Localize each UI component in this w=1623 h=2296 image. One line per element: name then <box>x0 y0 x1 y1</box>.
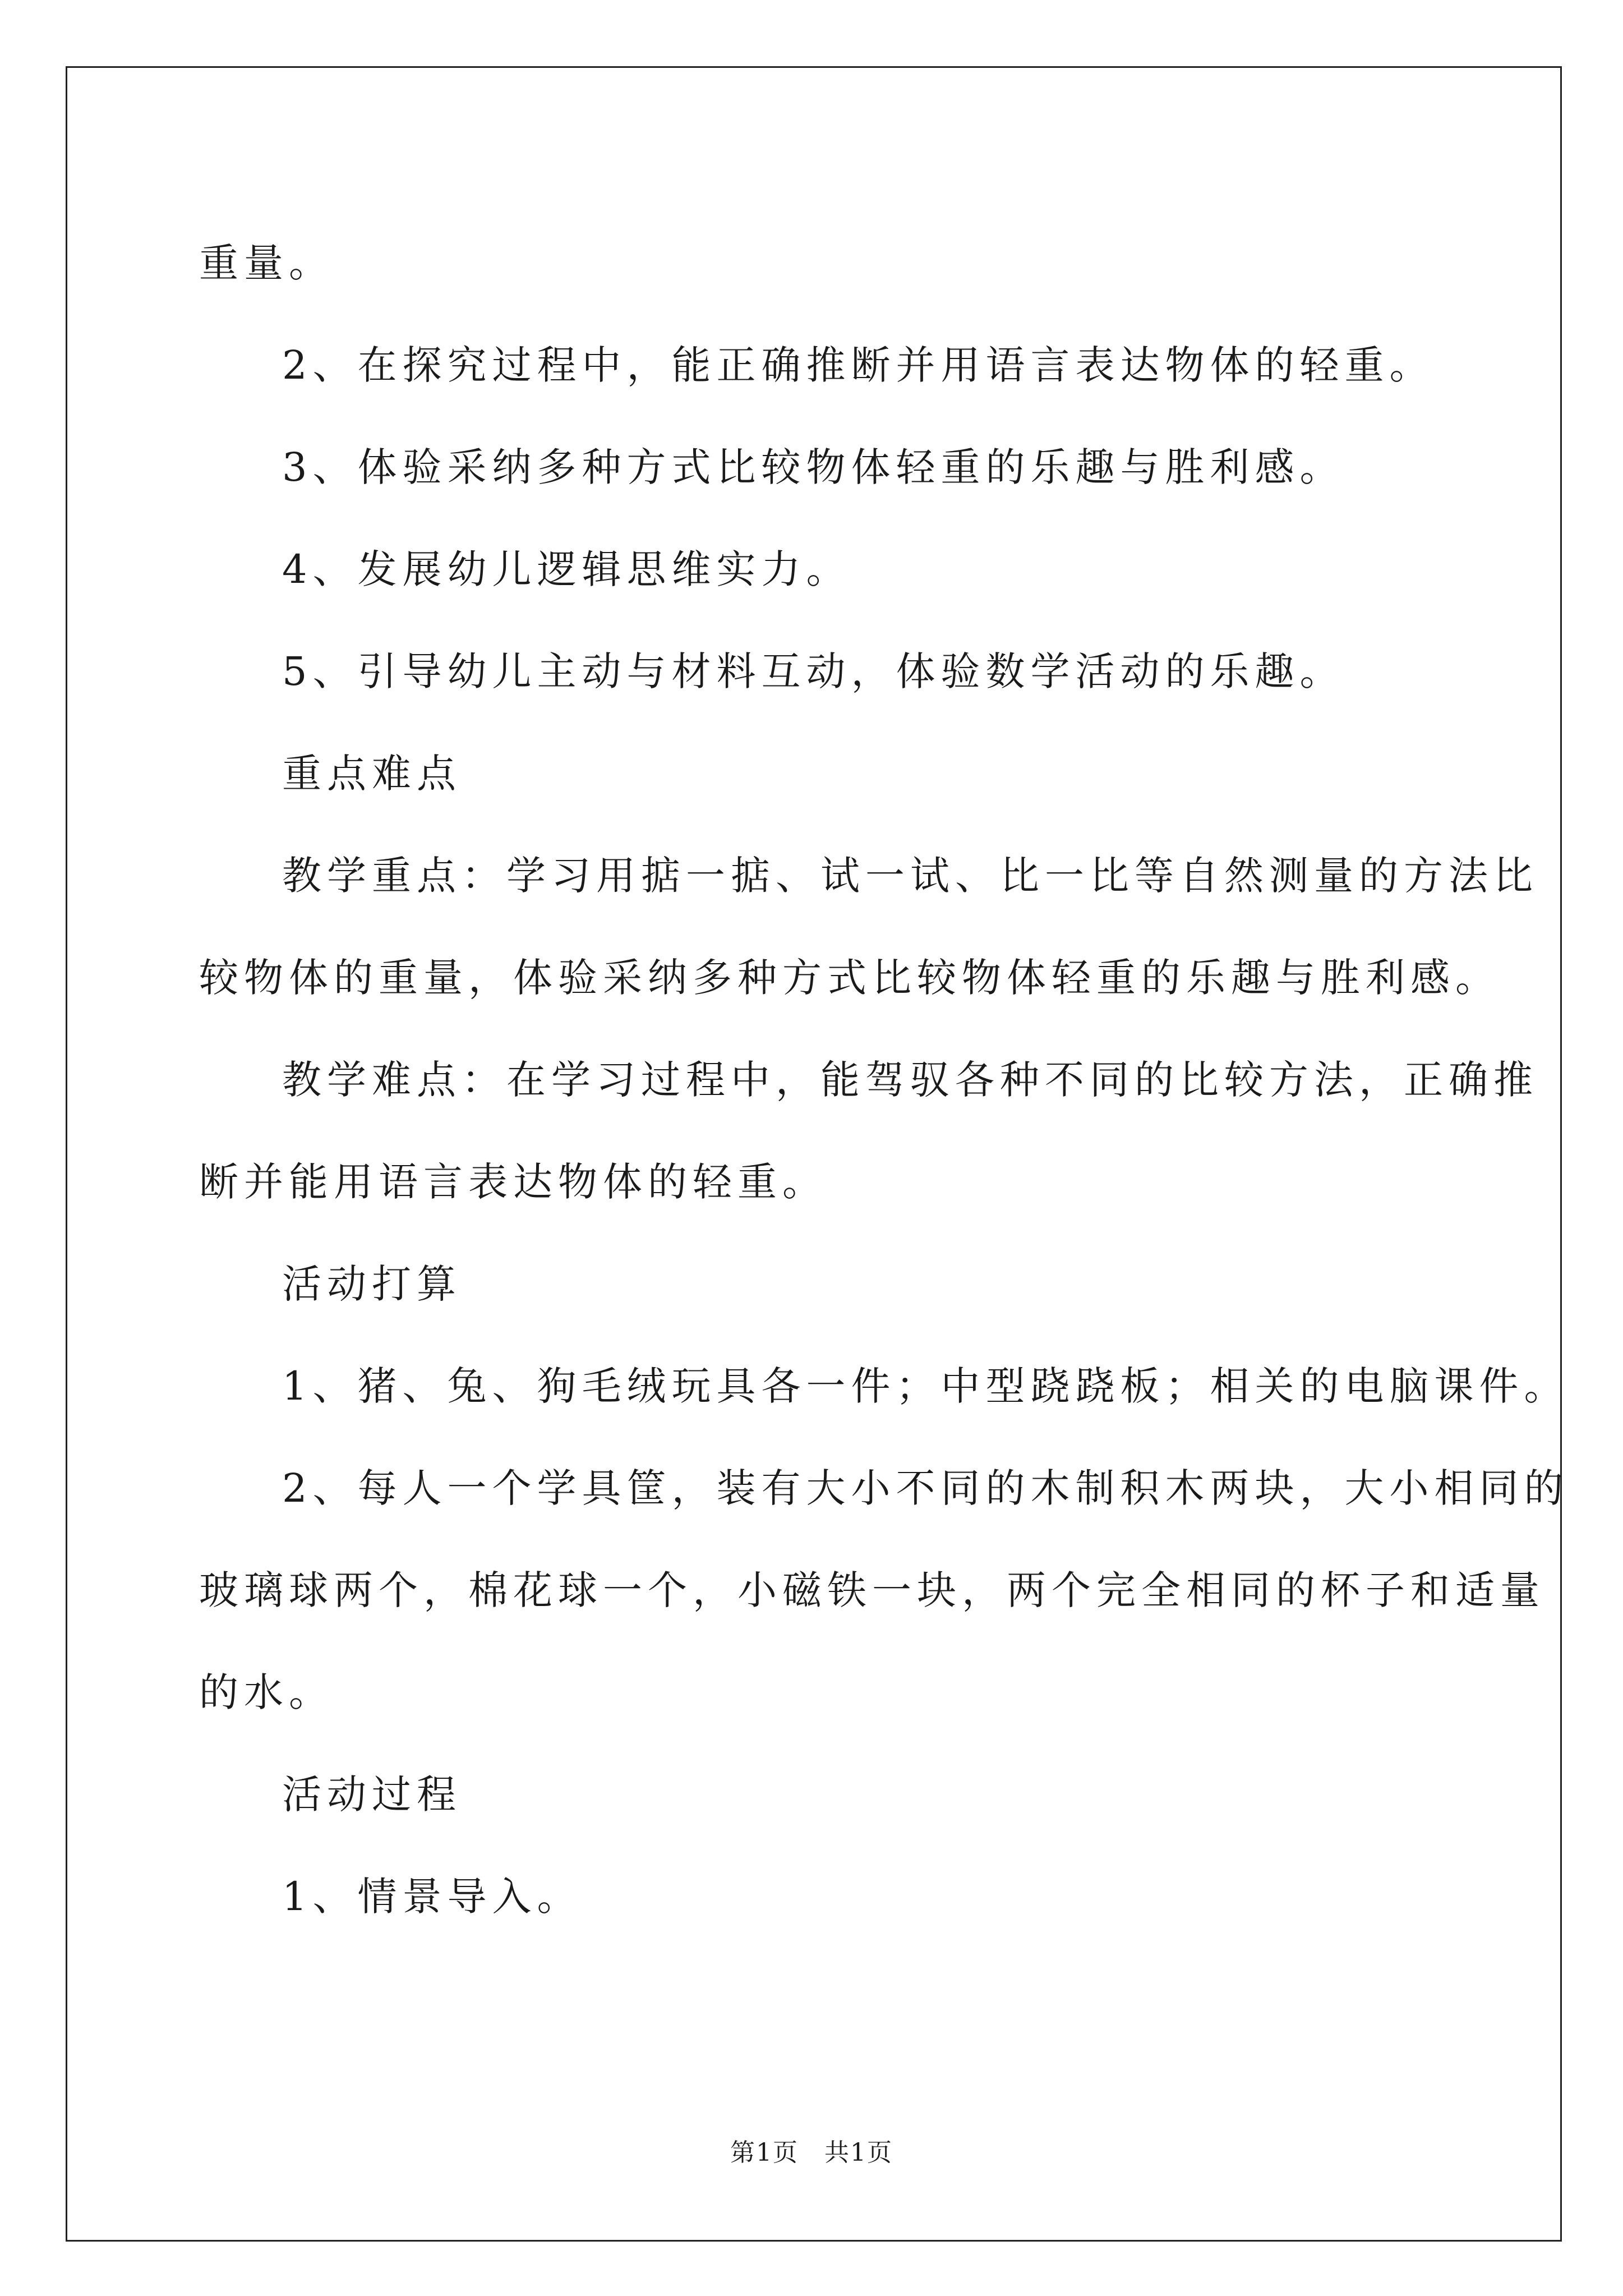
section-heading: 重点难点 <box>282 751 462 797</box>
document-body <box>199 212 1569 1948</box>
text-line: 教学难点：在学习过程中，能驾驭各种不同的比较方法，正确推 <box>282 1057 1538 1103</box>
text-line: 3、体验采纳多种方式比较物体轻重的乐趣与胜利感。 <box>282 444 1345 490</box>
text-line: 的水。 <box>199 1669 334 1715</box>
text-line: 2、每人一个学具筐，装有大小不同的木制积木两块，大小相同的 <box>282 1465 1569 1511</box>
text-line: 5、引导幼儿主动与材料互动，体验数学活动的乐趣。 <box>282 648 1345 694</box>
text-line: 2、在探究过程中，能正确推断并用语言表达物体的轻重。 <box>282 342 1435 388</box>
text-line: 较物体的重量，体验采纳多种方式比较物体轻重的乐趣与胜利感。 <box>199 955 1500 1001</box>
text-line: 玻璃球两个，棉花球一个，小磁铁一块，两个完全相同的杯子和适量 <box>199 1567 1545 1613</box>
section-heading: 活动打算 <box>282 1261 462 1307</box>
section-heading: 活动过程 <box>282 1772 462 1818</box>
page-footer: 第1页 共1页 <box>730 2138 893 2167</box>
text-line: 教学重点：学习用掂一掂、试一试、比一比等自然测量的方法比 <box>282 853 1538 899</box>
text-line: 1、情景导入。 <box>282 1874 582 1920</box>
text-line: 4、发展幼儿逻辑思维实力。 <box>282 546 851 592</box>
text-line: 重量。 <box>199 240 334 286</box>
text-line: 1、猪、兔、狗毛绒玩具各一件；中型跷跷板；相关的电脑课件。 <box>282 1363 1569 1409</box>
text-line: 断并能用语言表达物体的轻重。 <box>199 1159 827 1205</box>
